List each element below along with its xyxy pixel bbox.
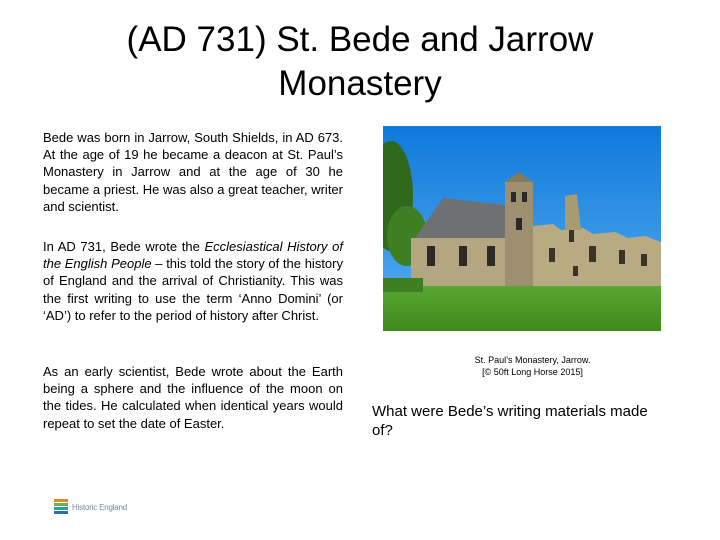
logo-text: Historic England [72, 502, 128, 512]
book-title: Ecclesiastical History of the English People [43, 239, 343, 272]
paragraph2-after: – this told the story of the history of England and the arrival of Christianity. This was the first writing to use the term ‘Anno Domini’ (or ‘AD’) to refer to the period of history after Christ. [43, 256, 343, 323]
historic-england-logo-icon [53, 498, 69, 516]
paragraph-ecclesiastical-history [43, 238, 343, 324]
question-text: What were Bede’s writing materials made of? [372, 403, 648, 439]
caption-line-2: [© 50ft Long Horse 2015] [482, 367, 583, 377]
historic-england-logo [53, 498, 127, 516]
title-line-1: (AD 731) St. Bede and Jarrow [126, 20, 594, 59]
title-line-2: Monastery [278, 64, 442, 103]
monastery-photo [383, 126, 661, 331]
paragraph-scientist: As an early scientist, Bede wrote about the Earth being a sphere and the influence of the moon on the tides. He calculated when identical years would repeat to set the date of Easter. [43, 364, 343, 431]
paragraph-bede-birth: Bede was born in Jarrow, South Shields, in AD 673. At the age of 19 he became a deacon at St. Paul’s Monastery in Jarrow and at the age of 30 he became a priest. He was also a great teacher, writer and scientist. [43, 130, 343, 214]
slide-title [0, 18, 720, 106]
caption-line-1: St. Paul’s Monastery, Jarrow. [474, 355, 591, 365]
paragraph2-before: In AD 731, Bede wrote the [43, 239, 205, 254]
photo-caption [440, 354, 625, 378]
